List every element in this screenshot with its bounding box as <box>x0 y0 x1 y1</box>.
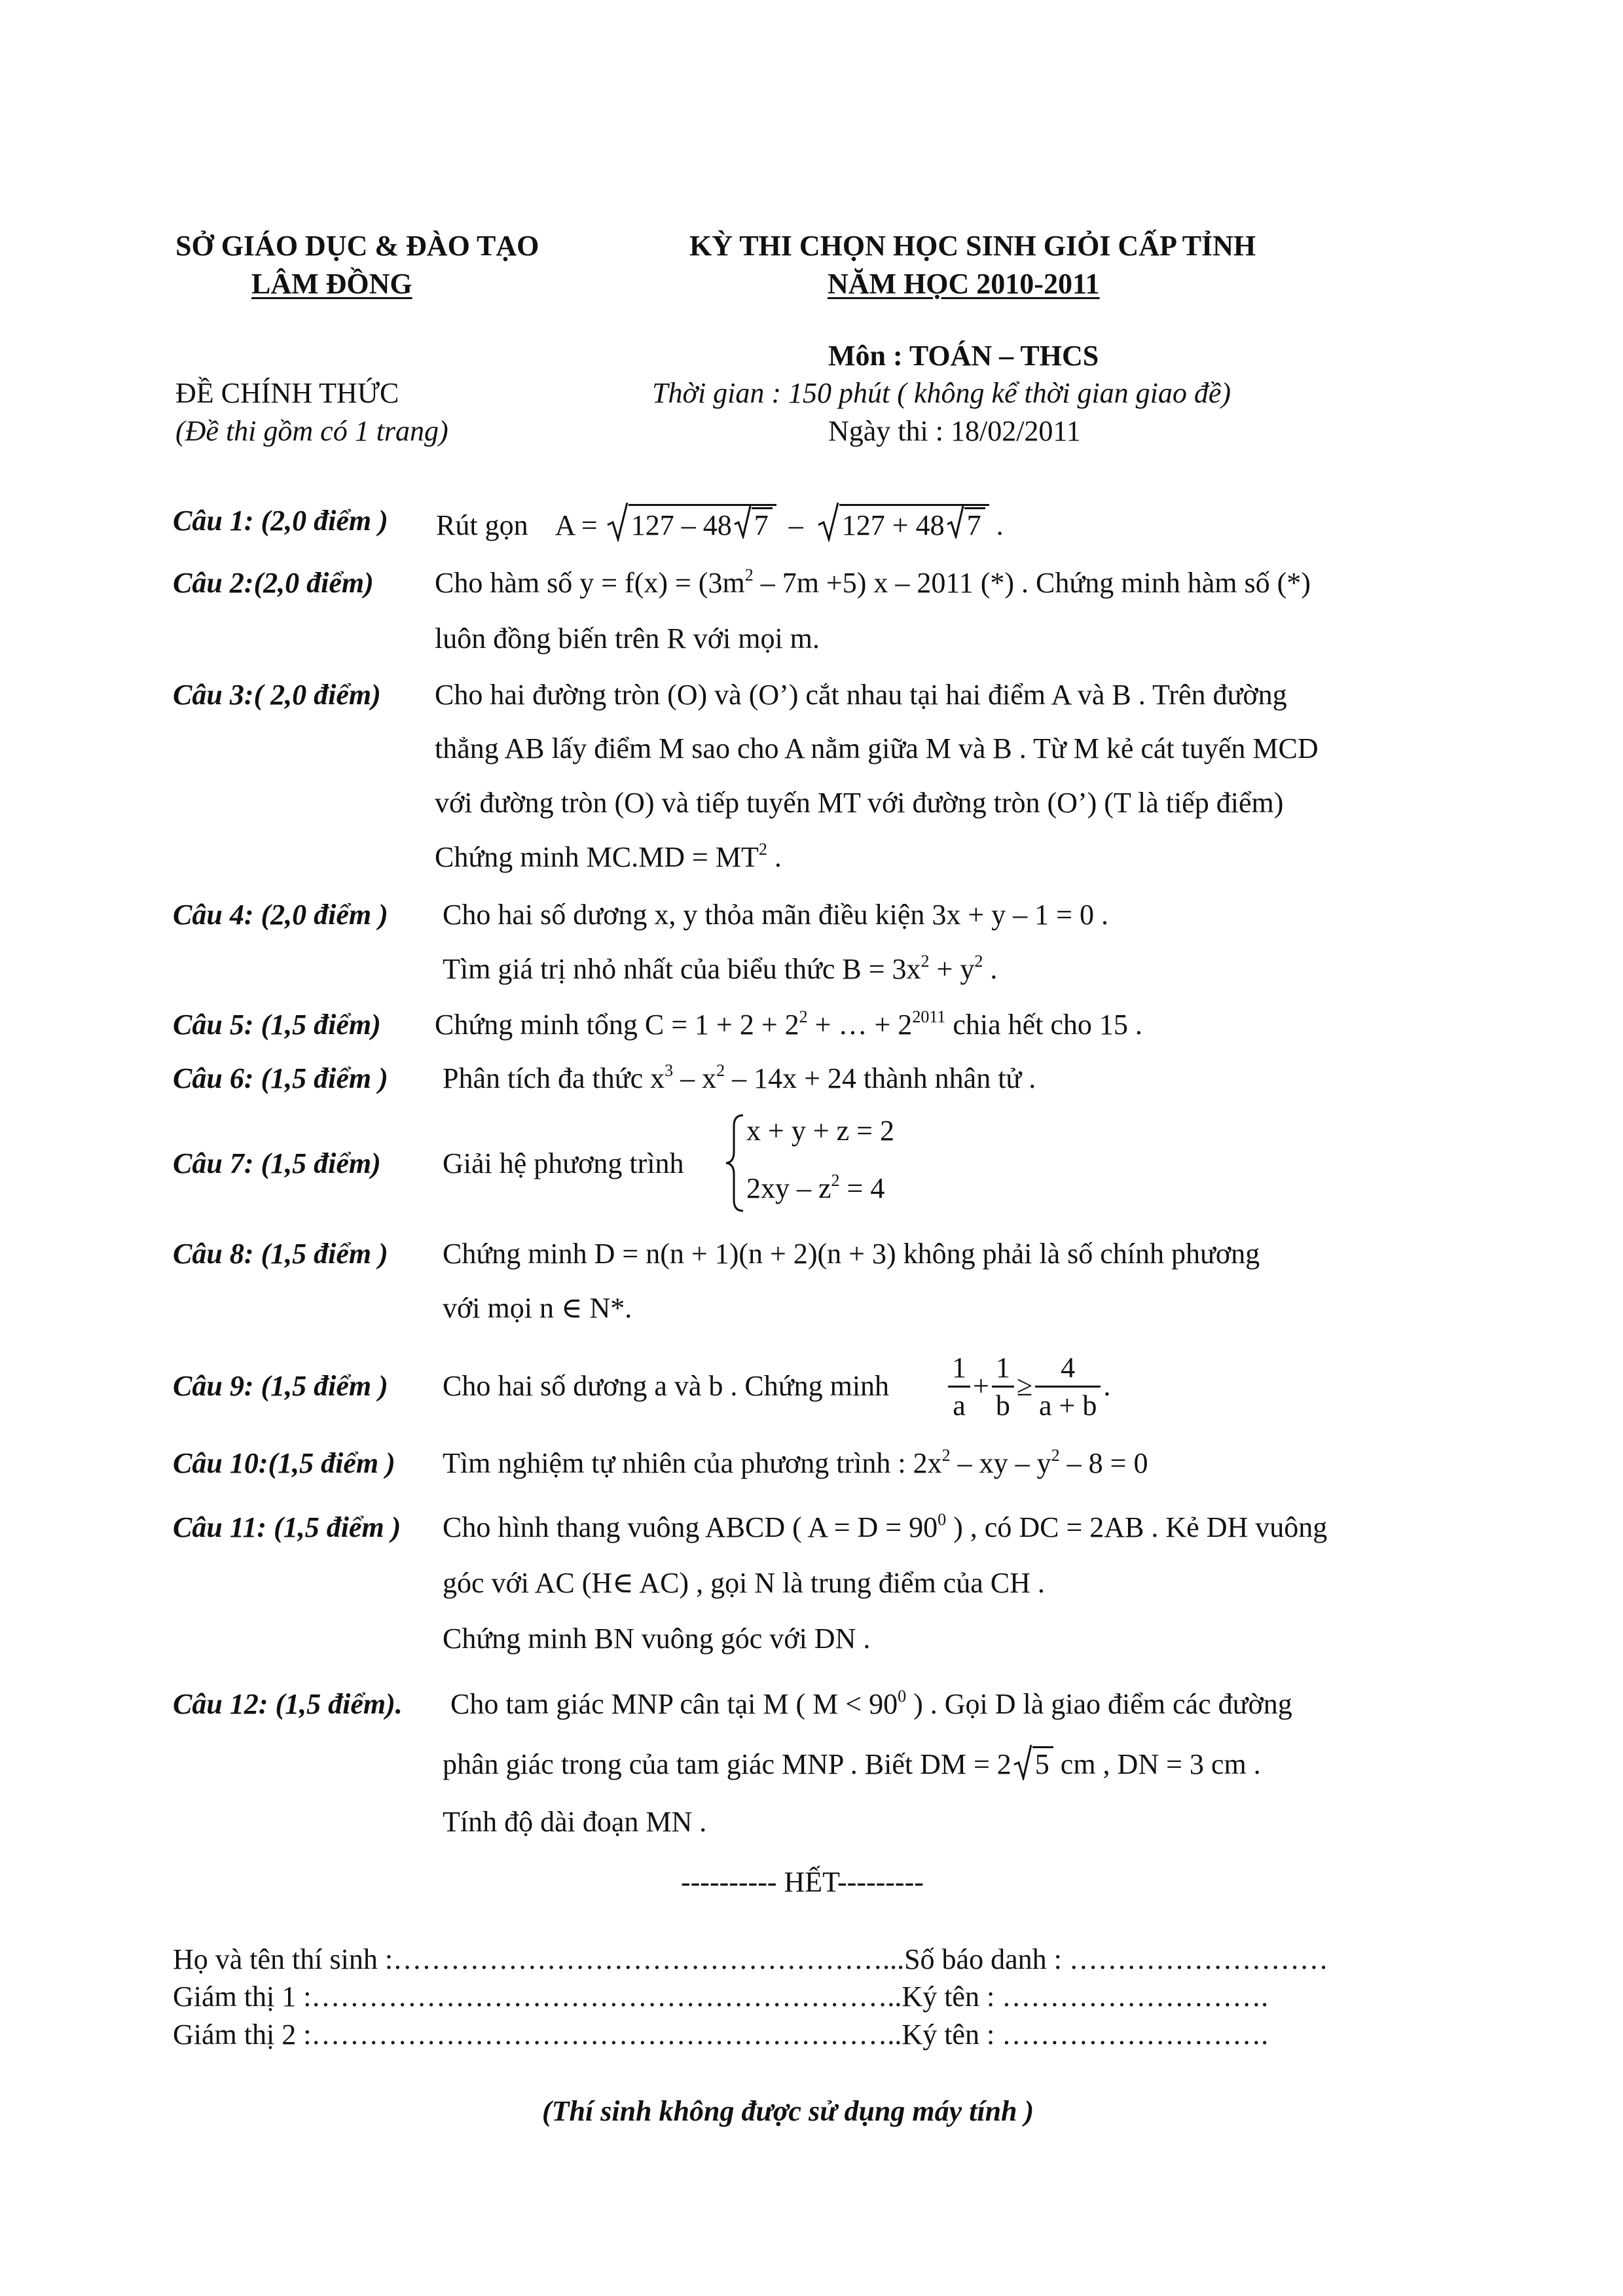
question-3-line-4: Chứng minh $MC.MD = MT^2$ . <box>435 840 782 873</box>
question-2-line-2: luôn đồng biến trên R với mọi m. <box>435 622 820 655</box>
angle-expression: M < 90 <box>812 1688 898 1720</box>
question-5-label: Câu 5: (1,5 điểm) <box>173 1009 381 1041</box>
question-5-text: Chứng minh tổng $C = 1 + 2 + 2^2$ + … + $2^{2011}$ chia hết cho 15 . <box>435 1007 1142 1041</box>
question-4-label: Câu 4: (2,0 điểm ) <box>173 899 388 931</box>
question-3-label: Câu 3:( 2,0 điểm) <box>173 679 381 711</box>
question-10-text: Tìm nghiệm tự nhiên của phương trình : $2x^2$ – xy – $y^2 - 8 = 0$ <box>443 1446 1148 1479</box>
q1-end: . <box>996 509 1004 541</box>
q1-sqrt-1 <box>606 504 776 543</box>
question-11-line-1: Cho hình thang vuông ABCD ( $A = D = 90^0$ ) , có DC = 2AB . Kẻ DH vuông <box>443 1510 1328 1543</box>
end-mark: ---------- HẾT--------- <box>681 1866 924 1898</box>
system-equation-2: $2xy - z^2 = 4$ <box>746 1171 885 1204</box>
q1-inner-radicand-1: 7 <box>752 507 773 541</box>
question-8-line-1: Chứng minh D = n(n + 1)(n + 2)(n + 3) không phải là số chính phương <box>443 1238 1260 1270</box>
system-equation-1: x + y + z = 2 <box>746 1115 894 1147</box>
exam-duration: Thời gian : 150 phút ( không kể thời gian giao đề) <box>652 377 1231 409</box>
question-1-label: Câu 1: (2,0 điểm ) <box>173 505 388 537</box>
question-6-text: Phân tích đa thức $x^3 - x^2 - 14x + 24$ thành nhân tử . <box>443 1061 1036 1094</box>
official-label: ĐỀ CHÍNH THỨC <box>175 377 399 409</box>
proctor-1-line: Giám thị 1 :……………………………………………………..Ký tên : ………………………. <box>173 1981 1269 2013</box>
exam-title: KỲ THI CHỌN HỌC SINH GIỎI CẤP TỈNH <box>689 230 1256 262</box>
q1-inner-radicand-2: 7 <box>964 507 985 541</box>
pages-note: (Đề thi gồm có 1 trang) <box>175 415 448 447</box>
province-name: LÂM ĐỒNG <box>251 268 412 300</box>
question-3-line-1: Cho hai đường tròn (O) và (O’) cắt nhau tại hai điểm A và B . Trên đường <box>435 679 1287 711</box>
question-4-line-2: Tìm giá trị nhỏ nhất của biểu thức $B = 3x^2 + y^2$ . <box>443 952 998 985</box>
question-7-text: Giải hệ phương trình <box>443 1147 684 1179</box>
q1-radicand-2: 127 + 48 <box>841 509 945 541</box>
question-11-label: Câu 11: (1,5 điểm ) <box>173 1511 401 1543</box>
fraction-1-over-b: $\frac{1}{b}$ <box>992 1350 1014 1424</box>
proctor-2-line: Giám thị 2 :……………………………………………………..Ký tên : ………………………. <box>173 2018 1269 2051</box>
q1-minus: – <box>788 509 803 541</box>
question-9-label: Câu 9: (1,5 điểm ) <box>173 1370 388 1402</box>
question-3-line-3: với đường tròn (O) và tiếp tuyến MT với đường tròn (O’) (T là tiếp điểm) <box>435 787 1284 819</box>
angle-expression: A = D = 90 <box>807 1511 938 1543</box>
question-12-label: Câu 12: (1,5 điểm). <box>173 1688 403 1720</box>
department-name: SỞ GIÁO DỤC & ĐÀO TẠO <box>175 230 539 262</box>
question-8-label: Câu 8: (1,5 điểm ) <box>173 1238 388 1270</box>
sqrt-5: 5 <box>1013 1746 1053 1782</box>
q1-radicand-1: 127 – 48 <box>630 509 732 541</box>
question-12-line-1: Cho tam giác MNP cân tại M ( $M < 90^0$ ) . Gọi D là giao điểm các đường <box>450 1687 1292 1720</box>
question-7-label: Câu 7: (1,5 điểm) <box>173 1147 381 1179</box>
candidate-info-line: Họ và tên thí sinh :……………………………………………...Số báo danh : ……………………… <box>173 1943 1328 1975</box>
q1-sqrt-2 <box>817 504 989 543</box>
calculator-note: (Thí sinh không được sử dụng máy tính ) <box>542 2095 1034 2127</box>
subject: Môn : TOÁN – THCS <box>828 340 1099 372</box>
question-3-line-2: thẳng AB lấy điểm M sao cho A nằm giữa M và B . Từ M kẻ cát tuyến MCD <box>435 732 1319 764</box>
q1-intro: Rút gọn <box>436 509 528 541</box>
question-10-label: Câu 10:(1,5 điểm ) <box>173 1447 395 1479</box>
question-9-inequality: $\frac{1}{a}$ + $\frac{1}{b}$ ≥ $\frac{4}{a + b}$ . <box>945 1350 1110 1424</box>
question-4-line-1: Cho hai số dương x, y thỏa mãn điều kiện 3x + y – 1 = 0 . <box>443 899 1108 931</box>
q1-a-eq: A = <box>555 509 598 541</box>
question-2-label: Câu 2:(2,0 điểm) <box>173 567 374 599</box>
question-1-text <box>436 504 1004 543</box>
question-11-line-2: góc với AC (H∈ AC) , gọi N là trung điểm của CH . <box>443 1567 1045 1599</box>
question-8-line-2: với mọi n ∈ N*. <box>443 1292 632 1324</box>
question-12-line-2: phân giác trong của tam giác MNP . Biết DM = 2 5 cm , DN = 3 cm . <box>443 1746 1261 1782</box>
system-brace-icon <box>723 1114 746 1212</box>
question-6-label: Câu 6: (1,5 điểm ) <box>173 1062 388 1094</box>
question-11-line-3: Chứng minh BN vuông góc với DN . <box>443 1623 871 1655</box>
exam-date: Ngày thi : 18/02/2011 <box>828 415 1081 447</box>
fraction-1-over-a: $\frac{1}{a}$ <box>948 1350 970 1424</box>
question-9-text: Cho hai số dương a và b . Chứng minh <box>443 1370 890 1402</box>
school-year: NĂM HỌC 2010-2011 <box>828 268 1100 300</box>
question-2-line-1: Cho hàm số $y = f(x) = (3m^2 - 7m +5)$ x – 2011 (*) . Chứng minh hàm số (*) <box>435 565 1311 599</box>
question-12-line-3: Tính độ dài đoạn MN . <box>443 1806 707 1838</box>
fraction-4-over-a-plus-b: $\frac{4}{a + b}$ <box>1035 1350 1101 1424</box>
